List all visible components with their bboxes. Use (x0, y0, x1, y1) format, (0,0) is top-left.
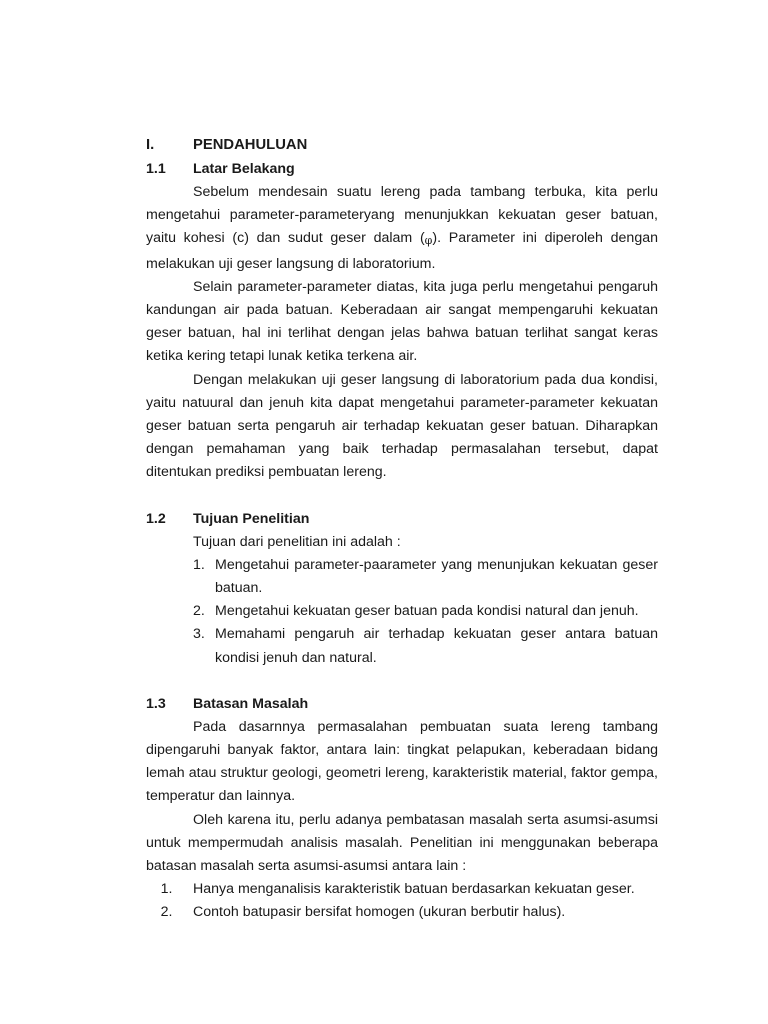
list-item-text: Mengetahui kekuatan geser batuan pada kondisi natural dan jenuh. (215, 603, 639, 620)
list-item-number: 1. (193, 556, 205, 573)
paragraph-latar-3: Dengan melakukan uji geser langsung di laboratorium pada dua kondisi, yaitu natuural dan jenuh kita dapat mengetahui parameter-parameter kekuatan geser batuan serta pengaruh air terhadap kekuatan geser batuan. Diharapkan dengan pemahaman yang baik terhadap permasalahan tersebut, dapat ditentukan prediksi pembuatan lereng. (146, 371, 658, 481)
section-heading-tujuan-penelitian (146, 508, 658, 531)
paragraph-latar-2: Selain parameter-parameter diatas, kita juga perlu mengetahui pengaruh kandungan air pada batuan. Keberadaan air sangat mempengaruhi kekuatan geser batuan, hal ini terlihat dengan jelas bahwa batuan terlihat sangat keras ketika kering tetapi lunak ketika terkena air. (146, 278, 658, 365)
chapter-title: PENDAHULUAN (193, 137, 308, 153)
list-item (146, 901, 658, 924)
spacer (146, 670, 658, 693)
list-item-text: Memahami pengaruh air terhadap kekuatan geser antara batuan kondisi jenuh dan natural. (215, 626, 658, 666)
paragraph-text: ). Parameter ini diperoleh dengan melakukan uji geser langsung di laboratorium. (146, 230, 658, 272)
paragraph-batasan-1: Pada dasarnnya permasalahan pembuatan suata lereng tambang dipengaruhi banyak faktor, antara lain: tingkat pelapukan, keberadaan bidang lemah atau struktur geologi, geometri lereng, karakteristik material, faktor gempa, temperatur dan lainnya. (146, 718, 658, 805)
phi-symbol: φ (424, 234, 433, 248)
list-item-text: Contoh batupasir bersifat homogen (ukuran berbutir halus). (193, 904, 566, 921)
chapter-number: I. (146, 137, 155, 153)
list-item (146, 878, 658, 901)
section-title: Latar Belakang (193, 161, 295, 177)
list-item-number: 1. (160, 881, 173, 898)
list-item (193, 600, 658, 623)
section-heading-batasan-masalah (146, 693, 658, 716)
section-number: 1.2 (146, 510, 166, 527)
tujuan-intro: Tujuan dari penelitian ini adalah : (193, 533, 401, 550)
paragraph-text: Sebelum mendesain suatu lereng pada tambang terbuka, kita perlu mengetahui parameter-parameteryang menunjukkan kekuatan geser batuan, yaitu kohesi (c) dan sudut geser dalam ( (146, 184, 658, 247)
list-item-number: 3. (193, 626, 205, 643)
list-item-number: 2. (193, 603, 205, 620)
section-number: 1.3 (146, 695, 166, 712)
list-item (193, 554, 658, 600)
spacer (146, 485, 658, 508)
paragraph-batasan-2: Oleh karena itu, perlu adanya pembatasan masalah serta asumsi-asumsi untuk mempermudah analisis masalah. Penelitian ini menggunakan beberapa batasan masalah serta asumsi-asumsi antara lain : (146, 811, 658, 875)
chapter-heading (146, 132, 658, 158)
list-item-text: Hanya menganalisis karakteristik batuan berdasarkan kekuatan geser. (193, 881, 635, 898)
list-item-text: Mengetahui parameter-paarameter yang menunjukan kekuatan geser batuan. (215, 556, 658, 597)
list-item (193, 623, 658, 669)
section-heading-latar-belakang (146, 158, 658, 181)
section-title: Batasan Masalah (193, 695, 309, 712)
section-title: Tujuan Penelitian (193, 510, 310, 527)
section-number: 1.1 (146, 161, 166, 177)
batasan-list (146, 878, 658, 924)
tujuan-list (193, 554, 658, 670)
document-page (146, 132, 658, 925)
paragraph-latar-1 (146, 181, 658, 276)
list-item-number: 2. (160, 904, 173, 921)
